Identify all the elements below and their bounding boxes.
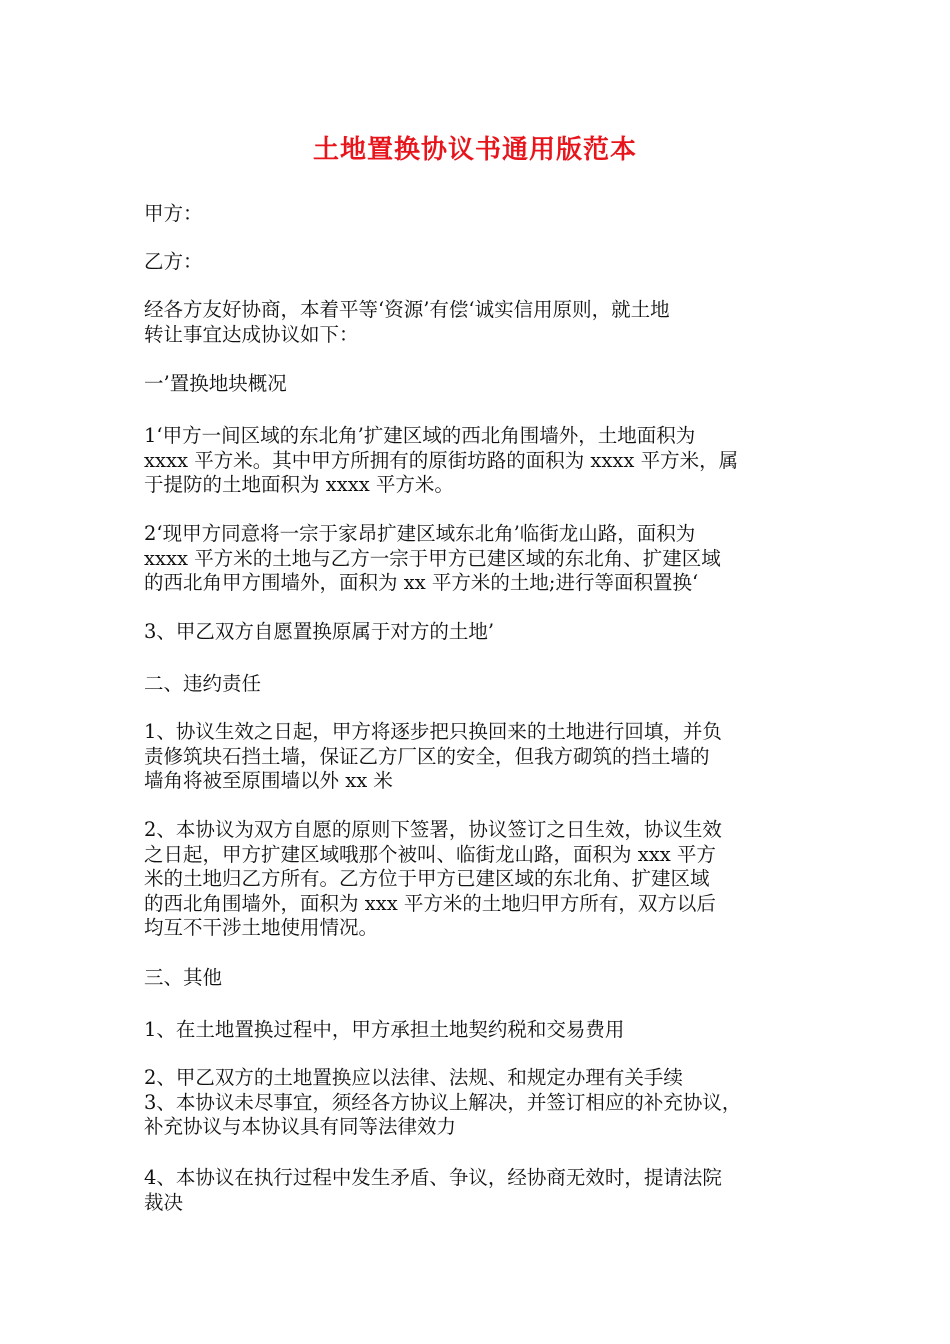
paragraph-line: 甲方： bbox=[144, 202, 203, 225]
paragraph-line: 经各方友好协商，本着平等‘资源’有偿‘诚实信用原则，就土地 bbox=[144, 298, 670, 321]
paragraph bbox=[144, 1166, 816, 1215]
paragraph-line: 之日起，甲方扩建区域哦那个被叫、临街龙山路，面积为 xxx 平方 bbox=[144, 842, 716, 866]
paragraph-line: 米的土地归乙方所有。乙方位于甲方已建区域的东北角、扩建区域 bbox=[144, 867, 710, 890]
paragraph-line: 3、本协议未尽事宜，须经各方协议上解决，并签订相应的补充协议， bbox=[144, 1090, 742, 1114]
paragraph bbox=[144, 522, 816, 596]
paragraph-line: 4、本协议在执行过程中发生矛盾、争议，经协商无效时，提请法院 bbox=[144, 1166, 722, 1189]
paragraph-line: 均互不干涉土地使用情况。 bbox=[144, 916, 379, 939]
paragraph-line: 2、甲乙双方的土地置换应以法律、法规、和规定办理有关手续 bbox=[144, 1066, 683, 1089]
paragraph bbox=[144, 818, 816, 941]
paragraph bbox=[144, 424, 816, 498]
paragraph-line: 1、协议生效之日起，甲方将逐步把只换回来的土地进行回填，并负 bbox=[144, 720, 722, 743]
paragraph bbox=[144, 372, 816, 397]
paragraph-line: 2‘现甲方同意将一宗于家昂扩建区域东北角’临街龙山路，面积为 bbox=[144, 522, 696, 545]
paragraph-line: 一’置换地块概况 bbox=[144, 372, 287, 395]
paragraph-line: xxxx 平方米的土地与乙方一宗于甲方已建区域的东北角、扩建区域 bbox=[144, 546, 721, 570]
paragraph-line: 裁决 bbox=[144, 1190, 184, 1214]
paragraph bbox=[144, 250, 816, 275]
paragraph-line: 墙角将被至原围墙以外 xx 米 bbox=[144, 769, 393, 792]
paragraph-line: 补充协议与本协议具有同等法律效力 bbox=[144, 1115, 457, 1138]
paragraph-line: 二、违约责任 bbox=[144, 672, 262, 695]
paragraph-line: xxxx 平方米。其中甲方所拥有的原街坊路的面积为 xxxx 平方米，属 bbox=[144, 448, 739, 472]
paragraph-line: 3、甲乙双方自愿置换原属于对方的土地’ bbox=[144, 620, 495, 643]
paragraph-line: 1、在土地置换过程中，甲方承担土地契约税和交易费用 bbox=[144, 1018, 625, 1041]
paragraph bbox=[144, 620, 816, 645]
paragraph-line: 的西北角围墙外，面积为 xxx 平方米的土地归甲方所有，双方以后 bbox=[144, 891, 716, 915]
paragraph bbox=[144, 966, 816, 991]
paragraph bbox=[144, 298, 816, 347]
paragraph-line: 2、本协议为双方自愿的原则下签署，协议签订之日生效，协议生效 bbox=[144, 818, 722, 841]
paragraph bbox=[144, 720, 816, 794]
paragraph bbox=[144, 1018, 816, 1043]
paragraph-line: 的西北角甲方围墙外，面积为 xx 平方米的土地;进行等面积置换‘ bbox=[144, 571, 699, 594]
paragraph bbox=[144, 202, 816, 227]
paragraph-line: 责修筑块石挡土墙，保证乙方厂区的安全，但我方砌筑的挡土墙的 bbox=[144, 744, 710, 768]
paragraph-line: 三、其他 bbox=[144, 966, 223, 989]
paragraph-line: 乙方： bbox=[144, 250, 203, 273]
paragraph-line: 1‘甲方一间区域的东北角’扩建区域的西北角围墙外，土地面积为 bbox=[144, 424, 696, 447]
paragraph-line: 于提防的土地面积为 xxxx 平方米。 bbox=[144, 473, 454, 496]
paragraph bbox=[144, 672, 816, 697]
paragraph-line: 转让事宜达成协议如下： bbox=[144, 322, 359, 346]
paragraph bbox=[144, 1066, 816, 1140]
document-title: 土地置换协议书通用版范本 bbox=[312, 135, 637, 165]
